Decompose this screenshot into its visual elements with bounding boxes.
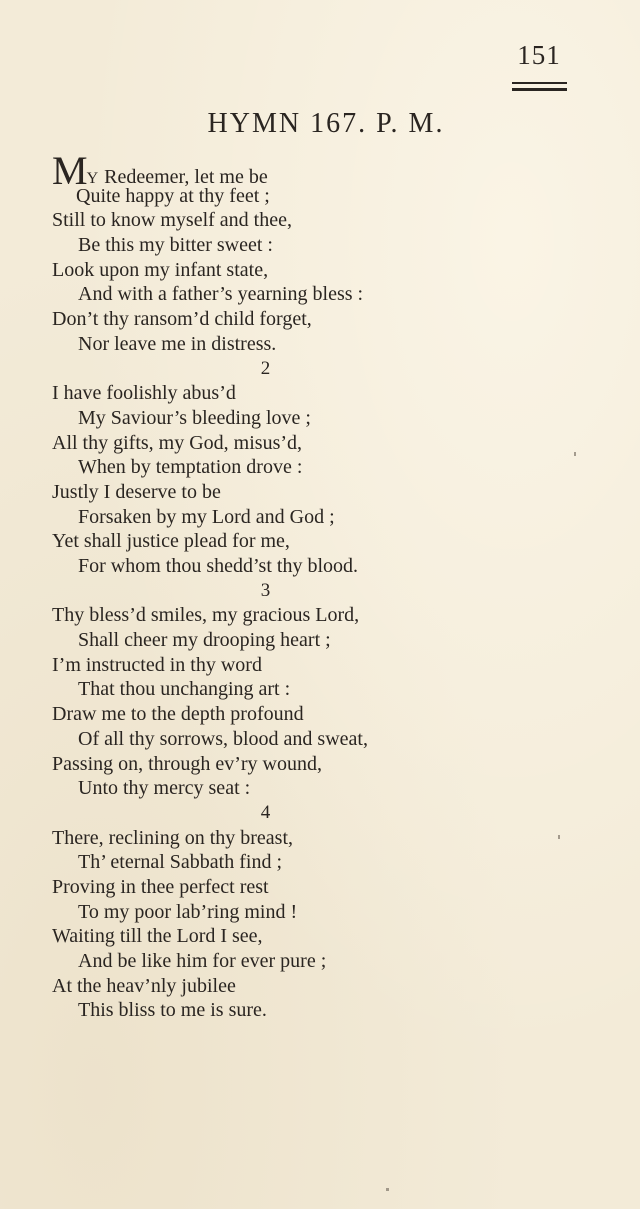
hymn-line: I have foolishly abus’d	[52, 382, 236, 405]
paper-speck	[558, 835, 560, 839]
hymn-line: This bliss to me is sure.	[78, 999, 267, 1022]
hymn-line: Shall cheer my drooping heart ;	[78, 629, 331, 652]
page-number-rule	[512, 82, 567, 84]
hymn-text	[52, 148, 472, 1023]
hymn-line: When by temptation drove :	[78, 456, 303, 479]
hymn-line: Passing on, through ev’ry wound,	[52, 752, 322, 775]
hymn-line: Don’t thy ransom’d child forget,	[52, 308, 312, 331]
hymn-line: Nor leave me in distress.	[78, 332, 277, 355]
hymn-line: Waiting till the Lord I see,	[52, 925, 263, 948]
hymn-line: To my poor lab’ring mind !	[78, 900, 298, 923]
stanza-number: 4	[260, 801, 271, 823]
hymn-line: All thy gifts, my God, misus’d,	[52, 431, 303, 454]
hymn-line: Of all thy sorrows, blood and sweat,	[78, 727, 368, 750]
stanza-number: 3	[260, 579, 271, 601]
hymn-line: Still to know myself and thee,	[52, 209, 292, 232]
page-number-rule-thick	[512, 88, 567, 91]
small-cap: Y	[86, 170, 100, 187]
hymn-line: Unto thy mercy seat :	[78, 777, 251, 800]
hymn-line: There, reclining on thy breast,	[52, 826, 294, 849]
hymn-line: Yet shall justice plead for me,	[52, 530, 290, 553]
hymn-line: That thou unchanging art :	[78, 678, 291, 701]
hymn-line: Proving in thee perfect rest	[52, 875, 269, 898]
stanza-number: 2	[260, 357, 271, 379]
paper-speck	[574, 452, 576, 456]
hymn-line: Draw me to the depth profound	[52, 703, 304, 726]
first-line-rest: Redeemer, let me be	[99, 166, 268, 188]
page-number: 151	[517, 40, 561, 70]
hymn-line: And be like him for ever pure ;	[78, 950, 327, 972]
paper-speck	[386, 1188, 389, 1191]
first-line	[52, 148, 472, 193]
hymn-title: HYMN 167. P. M.	[207, 108, 445, 139]
hymn-line: I’m instructed in thy word	[52, 653, 262, 676]
hymn-line: At the heav’nly jubilee	[52, 974, 236, 997]
hymn-line: Look upon my infant state,	[52, 258, 269, 281]
hymn-line: And with a father’s yearning bless :	[78, 283, 364, 306]
hymn-line: Be this my bitter sweet :	[78, 234, 273, 257]
hymn-line: Justly I deserve to be	[52, 480, 221, 503]
hymn-line: Quite happy at thy feet ;	[76, 184, 270, 207]
hymn-line: Forsaken by my Lord and God ;	[78, 505, 335, 528]
hymn-line: Thy bless’d smiles, my gracious Lord,	[52, 604, 360, 627]
hymn-line: Th’ eternal Sabbath find ;	[78, 851, 283, 874]
drop-cap: M	[52, 148, 87, 193]
hymn-line: My Saviour’s bleeding love ;	[78, 406, 311, 429]
hymn-line: For whom thou shedd’st thy blood.	[78, 555, 359, 577]
